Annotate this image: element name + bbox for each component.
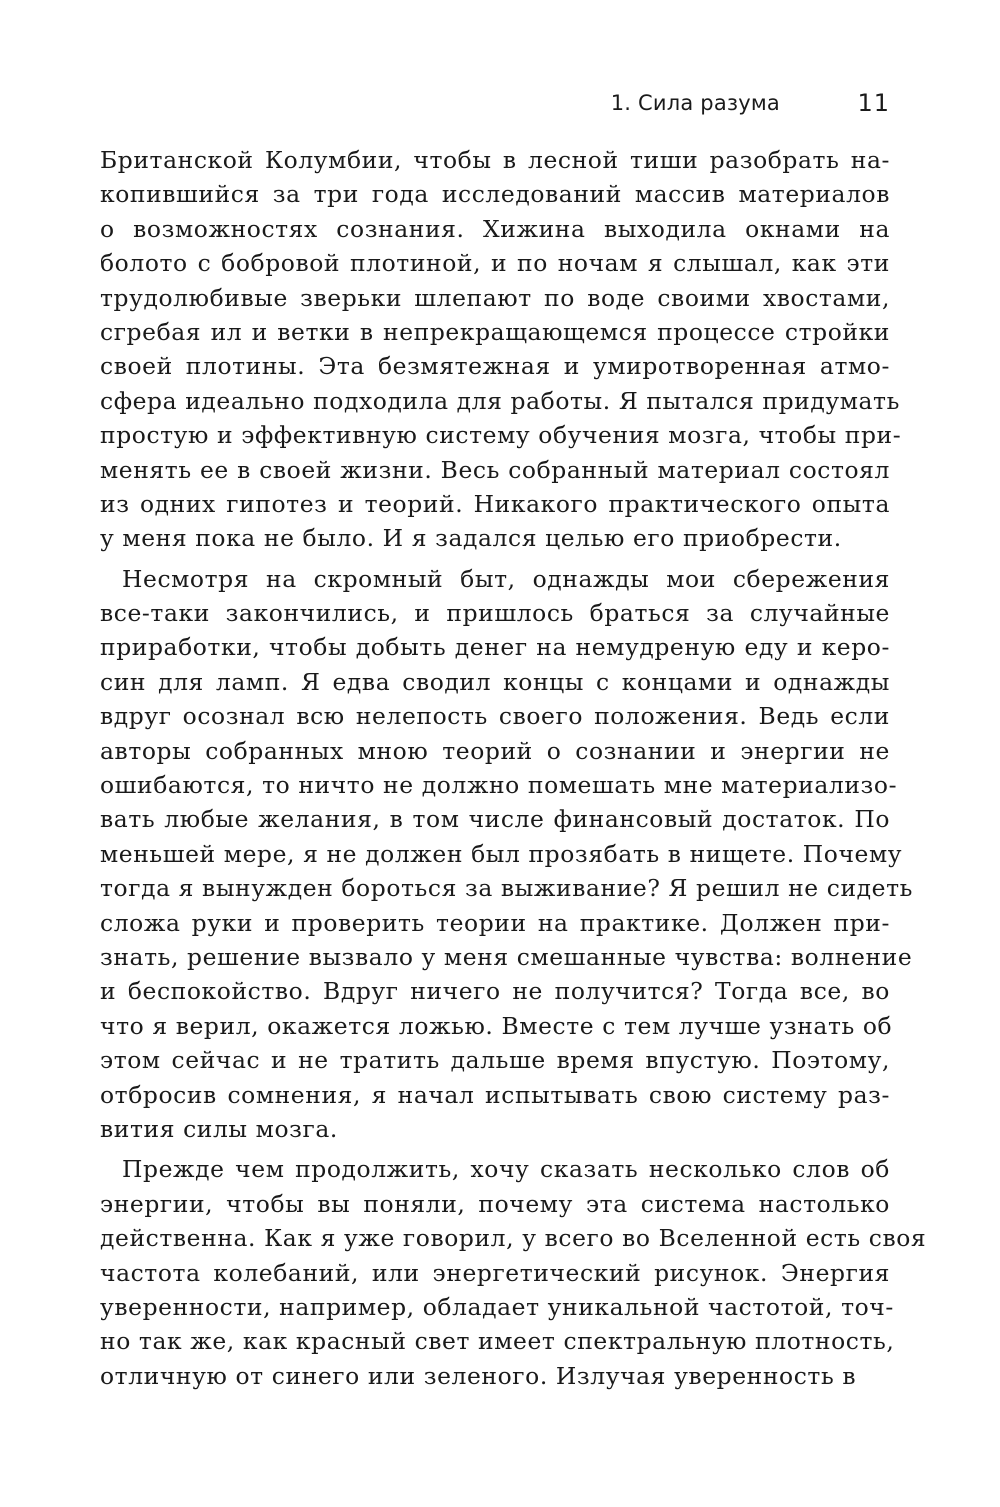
text-line: Прежде чем продолжить, хочу сказать несколько слов об xyxy=(122,1155,890,1184)
chapter-title: 1. Сила разума xyxy=(610,91,780,115)
paragraph xyxy=(100,1152,927,1393)
text-line: все-таки закончились, и пришлось браться за случайные xyxy=(100,599,890,628)
text-line: меньшей мере, я не должен был прозябать в нищете. Почему xyxy=(100,839,903,868)
text-line: своей плотины. Эта безмятежная и умиротворенная атмо- xyxy=(100,352,890,381)
body-text xyxy=(100,143,927,1393)
text-line: у меня пока не было. И я задался целью его приобрести. xyxy=(100,524,842,553)
text-line: Несмотря на скромный быт, однажды мои сбережения xyxy=(122,564,890,593)
running-header xyxy=(100,86,890,120)
page-number: 11 xyxy=(857,89,890,117)
text-line: и беспокойство. Вдруг ничего не получится? Тогда все, во xyxy=(100,977,890,1006)
text-line: частота колебаний, или энергетический рисунок. Энергия xyxy=(100,1258,890,1287)
text-line: уверенности, например, обладает уникальной частотой, точ- xyxy=(100,1292,894,1321)
text-line: о возможностях сознания. Хижина выходила окнами на xyxy=(100,214,890,243)
text-line: этом сейчас и не тратить дальше время впустую. Поэтому, xyxy=(100,1046,890,1075)
text-line: авторы собранных мною теорий о сознании и энергии не xyxy=(100,736,890,765)
text-line: менять ее в своей жизни. Весь собранный материал состоял xyxy=(100,455,890,484)
text-line: ошибаются, то ничто не должно помешать мне материализо- xyxy=(100,771,898,800)
text-line: тогда я вынужден бороться за выживание? Я решил не сидеть xyxy=(100,874,913,903)
text-line: знать, решение вызвало у меня смешанные чувства: волнение xyxy=(100,942,913,971)
text-line: из одних гипотез и теорий. Никакого практического опыта xyxy=(100,489,890,518)
text-line: но так же, как красный свет имеет спектральную плотность, xyxy=(100,1327,895,1356)
text-line: син для ламп. Я едва сводил концы с концами и однажды xyxy=(100,667,890,696)
text-line: трудолюбивые зверьки шлепают по воде своими хвостами, xyxy=(100,283,890,312)
text-line: действенна. Как я уже говорил, у всего во Вселенной есть своя xyxy=(100,1224,927,1253)
text-line: отличную от синего или зеленого. Излучая уверенность в xyxy=(100,1361,857,1390)
text-line: сложа руки и проверить теории на практике. Должен при- xyxy=(100,908,890,937)
text-line: вития силы мозга. xyxy=(100,1114,338,1143)
text-line: отбросив сомнения, я начал испытывать свою систему раз- xyxy=(100,1080,890,1109)
text-line: простую и эффективную систему обучения мозга, чтобы при- xyxy=(100,421,902,450)
text-line: болото с бобровой плотиной, и по ночам я слышал, как эти xyxy=(100,249,890,278)
paragraph xyxy=(100,562,913,1147)
text-line: Британской Колумбии, чтобы в лесной тиши разобрать на- xyxy=(100,146,890,174)
text-line: вать любые желания, в том числе финансовый достаток. По xyxy=(100,805,890,834)
text-line: копившийся за три года исследований массив материалов xyxy=(100,180,890,209)
text-line: сфера идеально подходила для работы. Я пытался придумать xyxy=(100,386,900,415)
text-line: вдруг осознал всю нелепость своего положения. Ведь если xyxy=(100,702,890,731)
text-line: энергии, чтобы вы поняли, почему эта система настолько xyxy=(100,1189,890,1218)
text-line: сгребая ил и ветки в непрекращающемся процессе стройки xyxy=(100,317,890,346)
text-line: приработки, чтобы добыть денег на немудреную еду и керо- xyxy=(100,633,890,662)
paragraph xyxy=(100,143,902,556)
text-line: что я верил, окажется ложью. Вместе с тем лучше узнать об xyxy=(100,1011,893,1040)
